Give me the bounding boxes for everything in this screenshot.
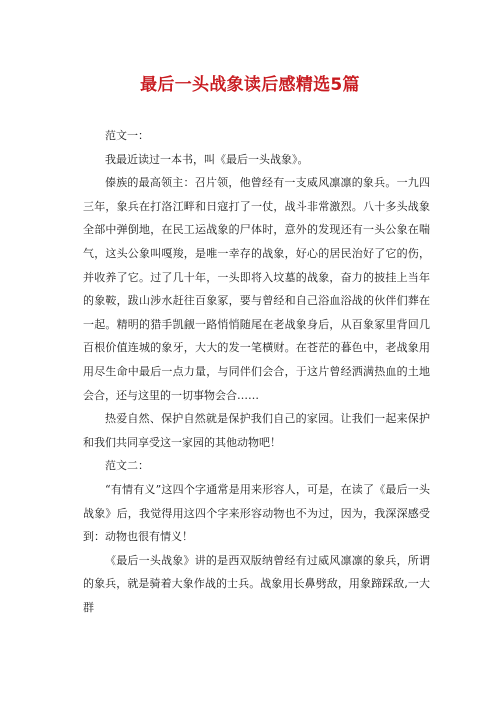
section-heading-1: 范文一： bbox=[105, 129, 149, 142]
paragraph: 傣族的最高领主：召片领，他曾经有一支威风凛凛的象兵。一九四三年，象兵在打洛江畔和日寇打了一仗，战斗非常激烈。八十多头战象全部中弹倒地，在民工运战象的尸体时，意外的发现还有一头公象在喘气，这头公象叫嘎羧，是唯一幸存的战象，好心的居民治好了它的伤，并收养了它。过了几十年，一头即将入坟墓的战象，奋力的披挂上当年的象鞍，跋山涉水赶往百象冢，要与曾经和自己浴血浴战的伙伴们葬在一起。精明的猎手凯觎一路悄悄随尾在老战象身后，从百象冢里背回几百根价值连城的象牙，大大的发一笔横财。在苍茫的暮色中，老战象用用尽生命中最后一点力量，与同伴们会合，于这片曾经洒满热血的土地会合，还与这里的一切事物会合…… bbox=[83, 176, 430, 402]
paragraph: “有情有义”这四个字通常是用来形容人，可是，在读了《最后一头战象》后，我觉得用这四个字来形容动物也不为过，因为，我深深感受到：动物也很有情义！ bbox=[83, 482, 430, 544]
paragraph: 我最近读过一本书，叫《最后一头战象》。 bbox=[105, 152, 309, 166]
section-heading-2: 范文二： bbox=[105, 459, 149, 473]
document-title: 最后一头战象读后感精选5篇 bbox=[140, 75, 360, 95]
paragraph: 《最后一头战象》讲的是西双版纳曾经有过威风凛凛的象兵，所谓的象兵，就是骑着大象作战的士兵。战象用长鼻劈敌，用象蹄踩敌,一大群 bbox=[83, 553, 430, 614]
document-body bbox=[83, 124, 430, 619]
paragraph: 热爱自然、保护自然就是保护我们自己的家园。让我们一起来保护和我们共同享受这一家园的其他动物吧！ bbox=[83, 412, 430, 449]
